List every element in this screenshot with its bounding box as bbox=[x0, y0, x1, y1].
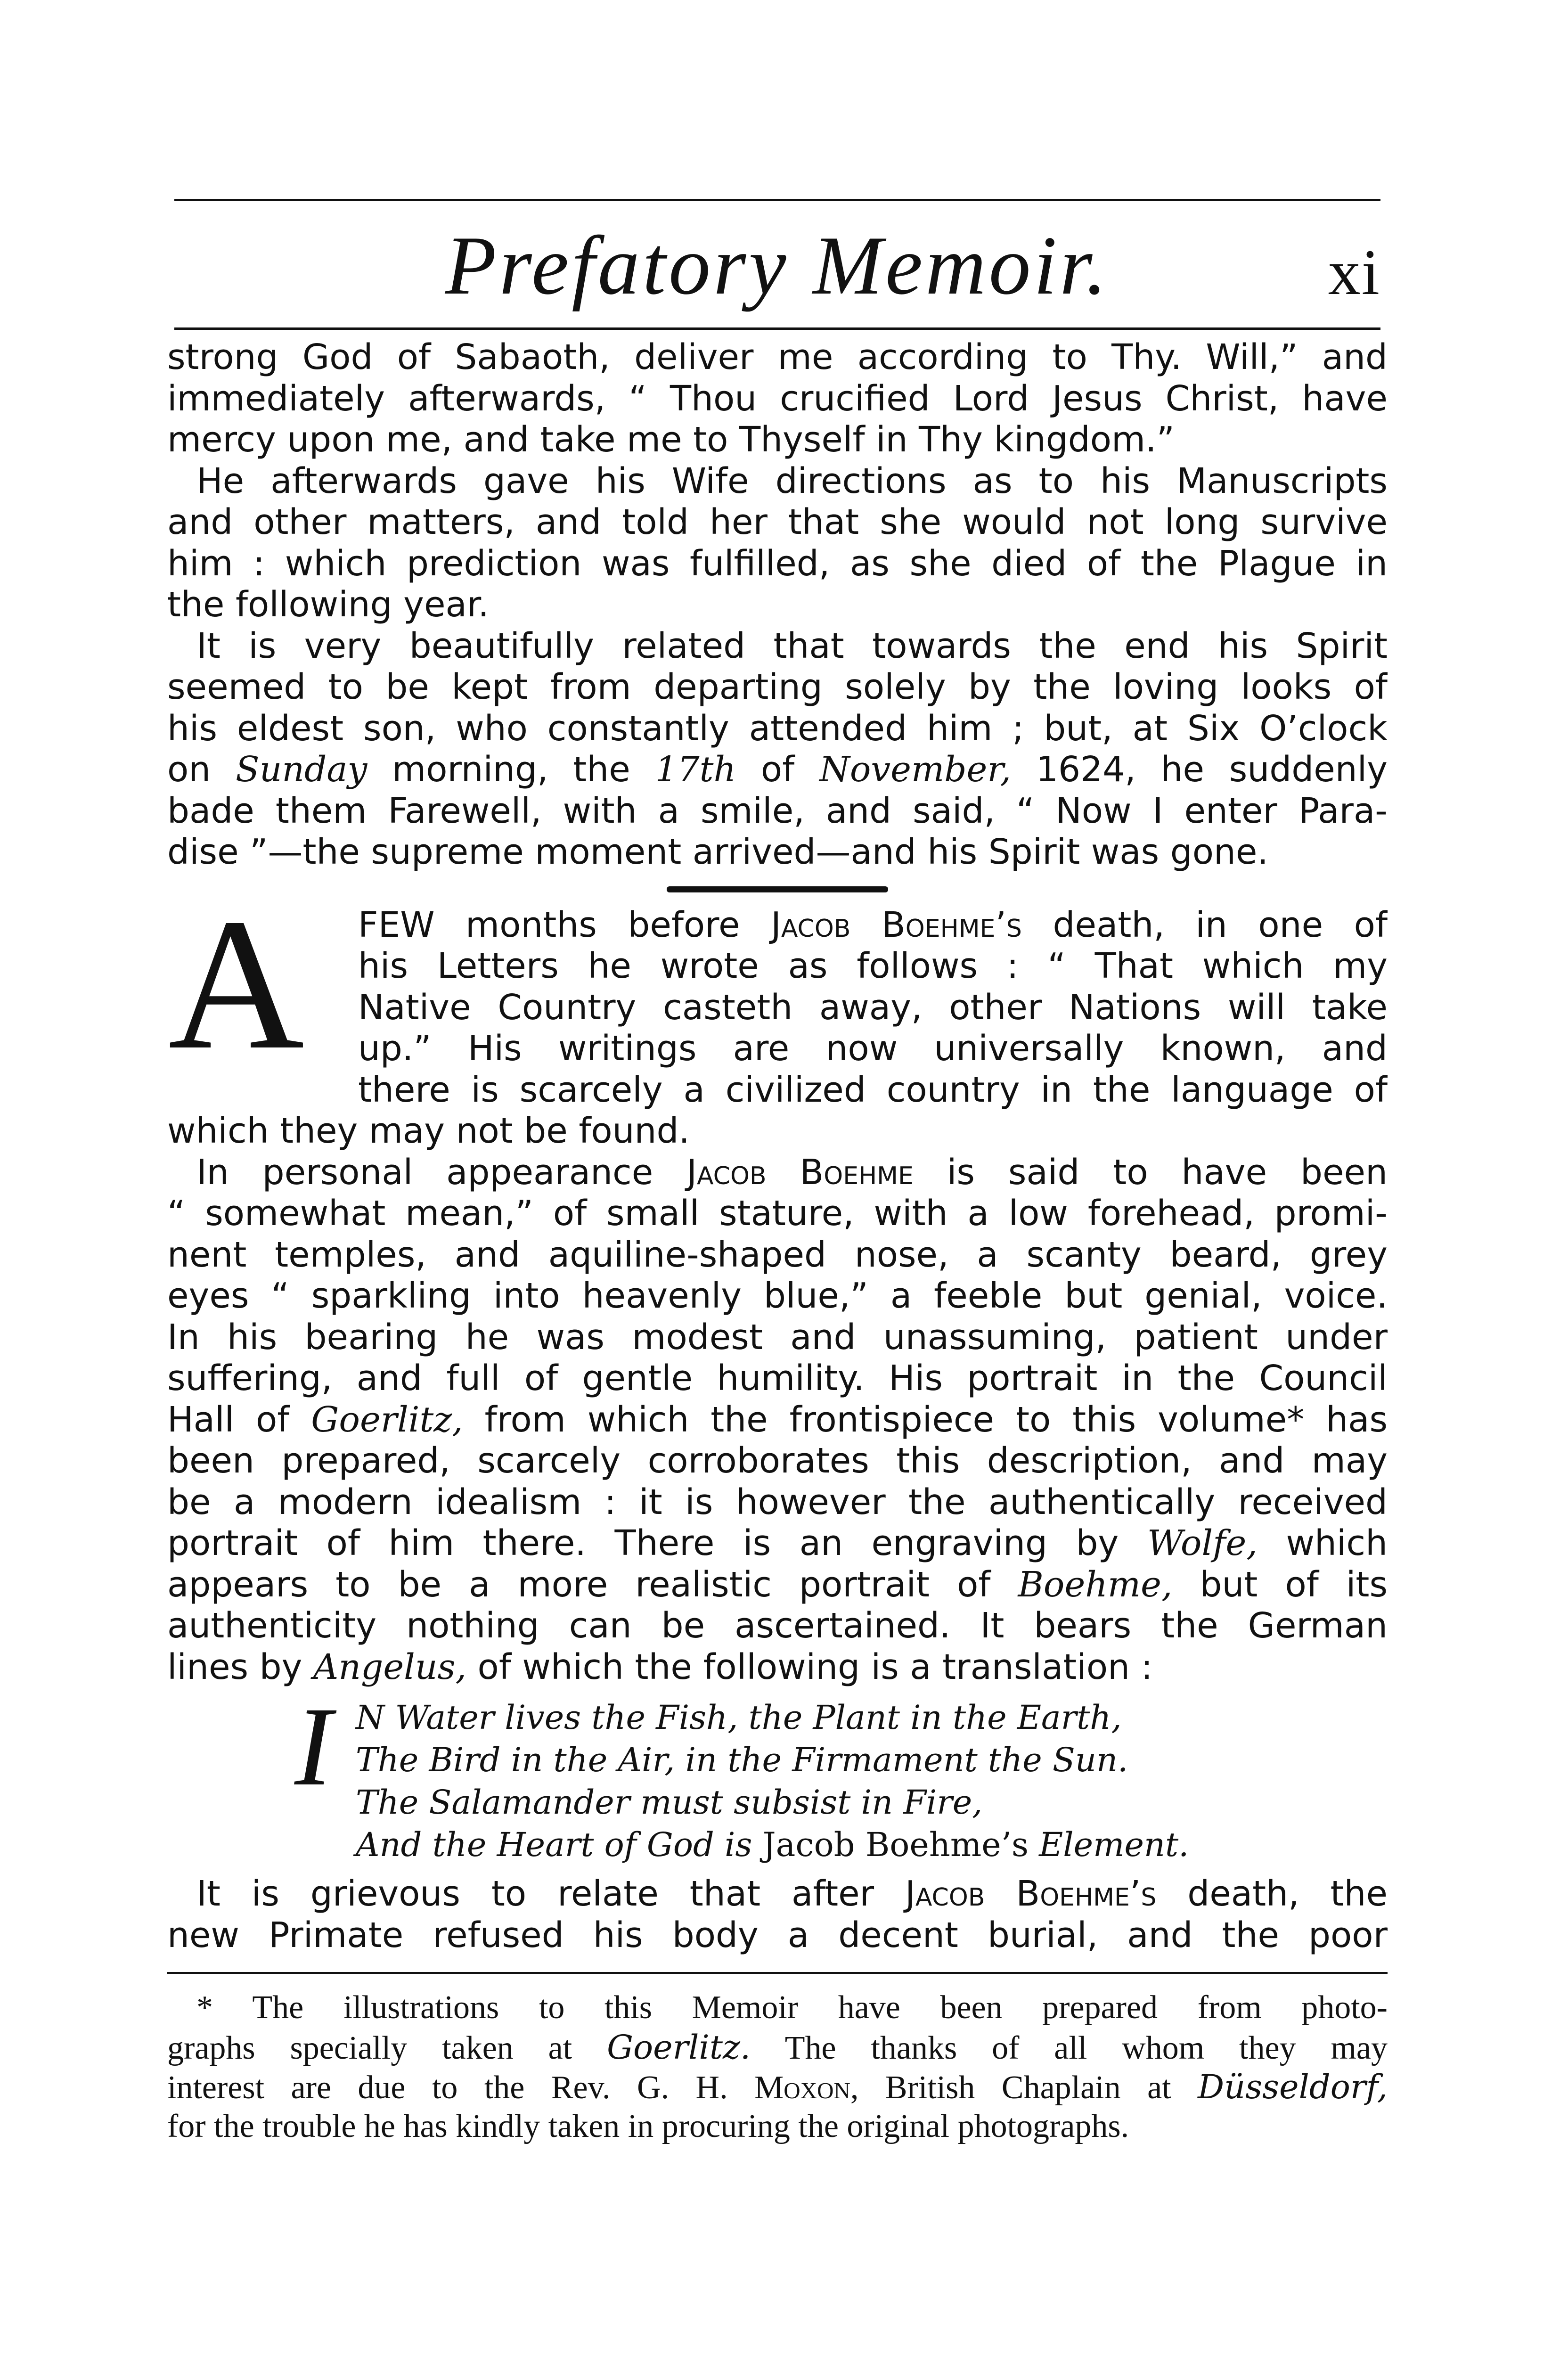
text-line: dise ”—the supreme moment arrived—and his Spirit was gone. bbox=[167, 832, 1268, 872]
paragraph-appearance bbox=[167, 1152, 1388, 1688]
paragraph-continuation bbox=[167, 337, 1388, 461]
top-rule bbox=[174, 199, 1380, 201]
footnote bbox=[167, 1988, 1388, 2146]
text-line: new Primate refused his body a decent burial, and the poor bbox=[167, 1914, 1388, 1955]
text-run: Hall of bbox=[167, 1399, 311, 1440]
page-number: xi bbox=[1328, 236, 1380, 308]
text-run: FEW months before bbox=[358, 904, 771, 945]
text-run: portrait of him there. There is an engraving by bbox=[167, 1523, 1147, 1563]
footnote-line: for the trouble he has kindly taken in procuring the original photographs. bbox=[167, 2108, 1129, 2144]
text-line bbox=[167, 1152, 1388, 1194]
verse-line: The Salamander must subsist in Fire, bbox=[356, 1783, 983, 1822]
text-line bbox=[167, 1647, 1388, 1688]
author-name: Jacob Boehme’s bbox=[771, 904, 1022, 945]
text-line: Native Country casteth away, other Nations will take bbox=[358, 987, 1388, 1028]
italic-sunday: Sunday bbox=[236, 749, 368, 790]
italic-place: Goerlitz. bbox=[607, 2028, 751, 2067]
text-run: graphs specially taken at bbox=[167, 2030, 607, 2066]
text-line: immediately afterwards, “ Thou crucified Lord Jesus Christ, have bbox=[167, 378, 1388, 419]
text-line: In his bearing he was modest and unassuming, patient under bbox=[167, 1317, 1388, 1358]
text-line: bade them Farewell, with a smile, and said, “ Now I enter Para- bbox=[167, 790, 1388, 831]
paragraph-letters bbox=[167, 879, 1388, 1152]
text-line: strong God of Sabaoth, deliver me according to Thy. Will,” and bbox=[167, 337, 1388, 377]
footnote-line: * The illustrations to this Memoir have been prepared from photo- bbox=[196, 1989, 1388, 2026]
text-run: Element. bbox=[1028, 1825, 1189, 1864]
drop-cap: A bbox=[168, 879, 304, 1088]
italic-month: November, bbox=[819, 749, 1012, 790]
text-line bbox=[167, 1523, 1388, 1564]
text-run: of bbox=[736, 749, 820, 790]
italic-poet: Angelus, bbox=[313, 1646, 467, 1687]
text-run: British Chaplain at bbox=[858, 2070, 1198, 2106]
author-name: Jacob Boehme bbox=[686, 1152, 914, 1193]
running-head bbox=[174, 207, 1380, 311]
author-name: Jacob Boehme’s bbox=[905, 1873, 1157, 1914]
text-run: but of its bbox=[1172, 1564, 1388, 1605]
text-run: And the Heart of God is bbox=[356, 1825, 763, 1864]
footnote-rule bbox=[167, 1972, 1388, 1974]
running-title: Prefatory Memoir. bbox=[445, 219, 1110, 312]
text-line: authenticity nothing can be ascertained. It bears the German bbox=[167, 1605, 1388, 1646]
text-line bbox=[167, 1873, 1388, 1915]
text-run: 1624, he suddenly bbox=[1011, 749, 1388, 790]
text-run: of which the following is a translation : bbox=[466, 1646, 1153, 1687]
text-run: In personal appearance bbox=[196, 1152, 687, 1193]
italic-date: 17th bbox=[655, 749, 736, 790]
italic-engraver: Wolfe, bbox=[1147, 1523, 1258, 1563]
section-divider bbox=[667, 886, 888, 892]
text-line bbox=[167, 905, 1388, 946]
text-run: is said to have been bbox=[913, 1152, 1388, 1193]
text-line: suffering, and full of gentle humility. His portrait in the Council bbox=[167, 1358, 1388, 1399]
text-line: there is scarcely a civilized country in the language of bbox=[358, 1069, 1388, 1110]
text-run: The thanks of all whom they may bbox=[751, 2030, 1388, 2066]
text-run: which bbox=[1257, 1523, 1388, 1563]
text-line: nent temples, and aquiline-shaped nose, a scanty beard, grey bbox=[167, 1234, 1388, 1275]
text-line: mercy upon me, and take me to Thyself in Thy kingdom.” bbox=[167, 419, 1175, 460]
text-run: on bbox=[167, 749, 236, 790]
paragraph-death bbox=[167, 626, 1388, 873]
text-line: his Letters he wrote as follows : “ That which my bbox=[358, 946, 1388, 986]
text-run: appears to be a more realistic portrait of bbox=[167, 1564, 1018, 1605]
paragraph-burial bbox=[167, 1873, 1388, 1956]
text-line: It is very beautifully related that towards the end his Spirit bbox=[196, 625, 1388, 666]
italic-name: Boehme, bbox=[1018, 1564, 1173, 1605]
text-line: seemed to be kept from departing solely by the loving looks of bbox=[167, 667, 1388, 707]
footnote-line bbox=[167, 2067, 1388, 2107]
poem-verse bbox=[167, 1684, 1388, 1866]
text-line: been prepared, scarcely corroborates this description, and may bbox=[167, 1440, 1388, 1481]
text-line bbox=[167, 1399, 1388, 1441]
italic-place: Düsseldorf, bbox=[1198, 2068, 1388, 2106]
paragraph-manuscripts bbox=[167, 461, 1388, 626]
text-run: death, the bbox=[1156, 1873, 1388, 1914]
text-run: interest are due to the Rev. G. H. bbox=[167, 2070, 755, 2106]
chaplain-name: Moxon, bbox=[754, 2070, 859, 2106]
page-body bbox=[167, 337, 1388, 2146]
text-run: morning, the bbox=[367, 749, 655, 790]
text-line: eyes “ sparkling into heavenly blue,” a feeble but genial, voice. bbox=[167, 1276, 1388, 1316]
text-run: death, in one of bbox=[1021, 904, 1388, 945]
text-line: the following year. bbox=[167, 584, 489, 625]
text-line: up.” His writings are now universally known, and bbox=[358, 1028, 1388, 1069]
text-line: and other matters, and told her that she would not long survive bbox=[167, 502, 1388, 542]
verse-line: N Water lives the Fish, the Plant in the Earth, bbox=[356, 1698, 1122, 1737]
text-run: from which the frontispiece to this volume* has bbox=[463, 1399, 1388, 1440]
text-line bbox=[167, 1564, 1388, 1606]
header-rule bbox=[174, 327, 1380, 330]
text-line: He afterwards gave his Wife directions as to his Manuscripts bbox=[196, 460, 1388, 501]
text-line: him : which prediction was fulfilled, as she died of the Plague in bbox=[167, 543, 1388, 584]
poem-initial: I bbox=[294, 1684, 332, 1809]
author-name: Jacob Boehme’s bbox=[762, 1825, 1029, 1864]
text-line: “ somewhat mean,” of small stature, with a low forehead, promi- bbox=[167, 1193, 1388, 1234]
verse-line: The Bird in the Air, in the Firmament the Sun. bbox=[356, 1741, 1128, 1779]
text-line: be a modern idealism : it is however the authentically received bbox=[167, 1481, 1388, 1522]
verse-line bbox=[167, 1824, 1388, 1866]
text-line: which they may not be found. bbox=[167, 1111, 690, 1151]
text-line bbox=[167, 749, 1388, 791]
text-line: his eldest son, who constantly attended him ; but, at Six O’clock bbox=[167, 708, 1388, 749]
text-run: lines by bbox=[167, 1646, 313, 1687]
text-run: It is grievous to relate that after bbox=[196, 1873, 906, 1914]
footnote-line bbox=[167, 2028, 1388, 2067]
italic-place: Goerlitz, bbox=[311, 1399, 463, 1440]
